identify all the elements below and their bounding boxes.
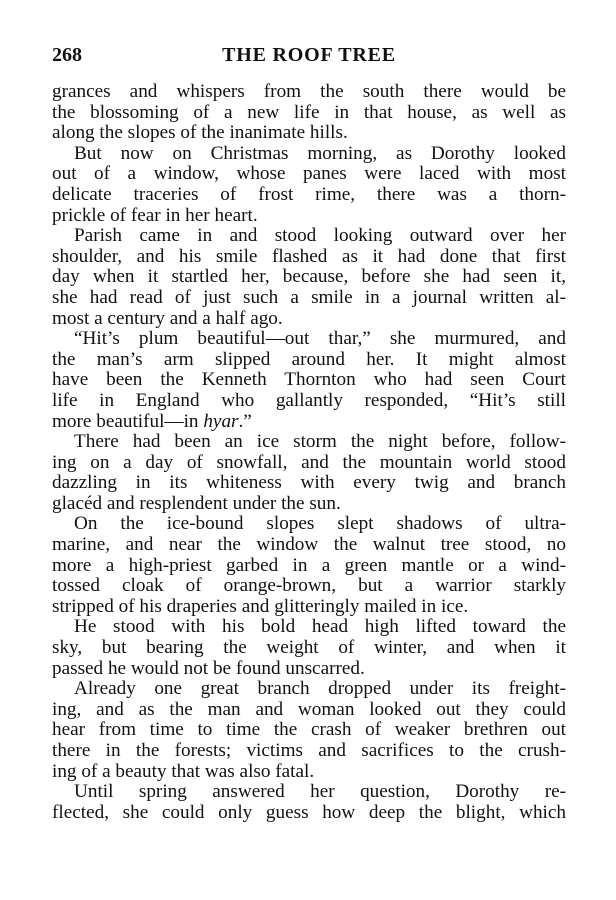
text-line: glacéd and resplendent under the sun. — [52, 492, 341, 514]
page-number: 268 — [52, 44, 82, 66]
text-line: day when it startled her, because, before she had seen it, — [52, 266, 566, 288]
text-line: prickle of fear in her heart. — [52, 204, 258, 226]
text-line: dazzling in its whiteness with every twig and branch — [52, 472, 566, 494]
text-line: sky, but bearing the weight of winter, and when it — [52, 637, 566, 659]
text-line: along the slopes of the inanimate hills. — [52, 122, 348, 144]
text-line: the man’s arm slipped around her. It might almost — [52, 348, 566, 370]
text-line: the blossoming of a new life in that house, as well as — [52, 101, 566, 123]
text-fragment: more beautiful—in — [52, 410, 204, 432]
text-line: grances and whispers from the south there would be — [52, 81, 566, 102]
text-line: But now on Christmas morning, as Dorothy looked — [74, 142, 566, 164]
text-line: have been the Kenneth Thornton who had seen Court — [52, 369, 566, 391]
text-line: there in the forests; victims and sacrifices to the crush- — [52, 740, 566, 761]
text-line: most a century and a half ago. — [52, 307, 283, 329]
text-line: tossed cloak of orange-brown, but a warrior starkly — [52, 575, 566, 597]
text-line: flected, she could only guess how deep the blight, which — [52, 801, 566, 823]
text-fragment: .” — [238, 410, 252, 432]
text-line: ing of a beauty that was also fatal. — [52, 760, 315, 782]
text-line: On the ice-bound slopes slept shadows of ultra- — [74, 513, 566, 535]
paragraph — [52, 679, 566, 782]
text-line: ing, and as the man and woman looked out they could — [52, 698, 566, 720]
text-line: ing on a day of snowfall, and the mountain world stood — [52, 451, 566, 473]
text-line: passed he would not be found unscarred. — [52, 657, 365, 679]
text-line: shoulder, and his smile flashed as it had done that first — [52, 245, 566, 267]
paragraph — [52, 514, 566, 617]
text-line: she had read of just such a smile in a journal written al- — [52, 286, 566, 308]
running-title: THE ROOF TREE — [222, 44, 396, 66]
body-text — [52, 82, 566, 823]
paragraph — [52, 226, 566, 329]
text-line: Parish came in and stood looking outward over her — [74, 225, 566, 247]
book-page — [52, 40, 566, 823]
text-line: more a high-priest garbed in a green mantle or a wind- — [52, 554, 566, 576]
text-line: marine, and near the window the walnut tree stood, no — [52, 534, 566, 556]
text-line — [52, 412, 566, 433]
text-line: delicate traceries of frost rime, there was a thorn- — [52, 183, 566, 205]
paragraph — [52, 329, 566, 432]
paragraph — [52, 432, 566, 514]
text-line: out of a window, whose panes were laced with most — [52, 163, 566, 185]
italic-word: hyar — [203, 410, 239, 432]
text-line: Already one great branch dropped under its freight- — [74, 678, 566, 700]
text-line: He stood with his bold head high lifted toward the — [74, 616, 566, 638]
text-line: stripped of his draperies and glitteringly mailed in ice. — [52, 595, 469, 617]
paragraph — [52, 82, 566, 144]
text-line: hear from time to time the crash of weaker brethren out — [52, 719, 566, 741]
text-line: “Hit’s plum beautiful—out thar,” she murmured, and — [74, 328, 566, 350]
text-line: Until spring answered her question, Dorothy re- — [74, 781, 566, 803]
running-header — [52, 40, 566, 70]
text-line: life in England who gallantly responded, “Hit’s still — [52, 389, 566, 411]
paragraph — [52, 144, 566, 226]
paragraph — [52, 617, 566, 679]
text-line: There had been an ice storm the night before, follow- — [74, 431, 566, 453]
paragraph — [52, 782, 566, 823]
